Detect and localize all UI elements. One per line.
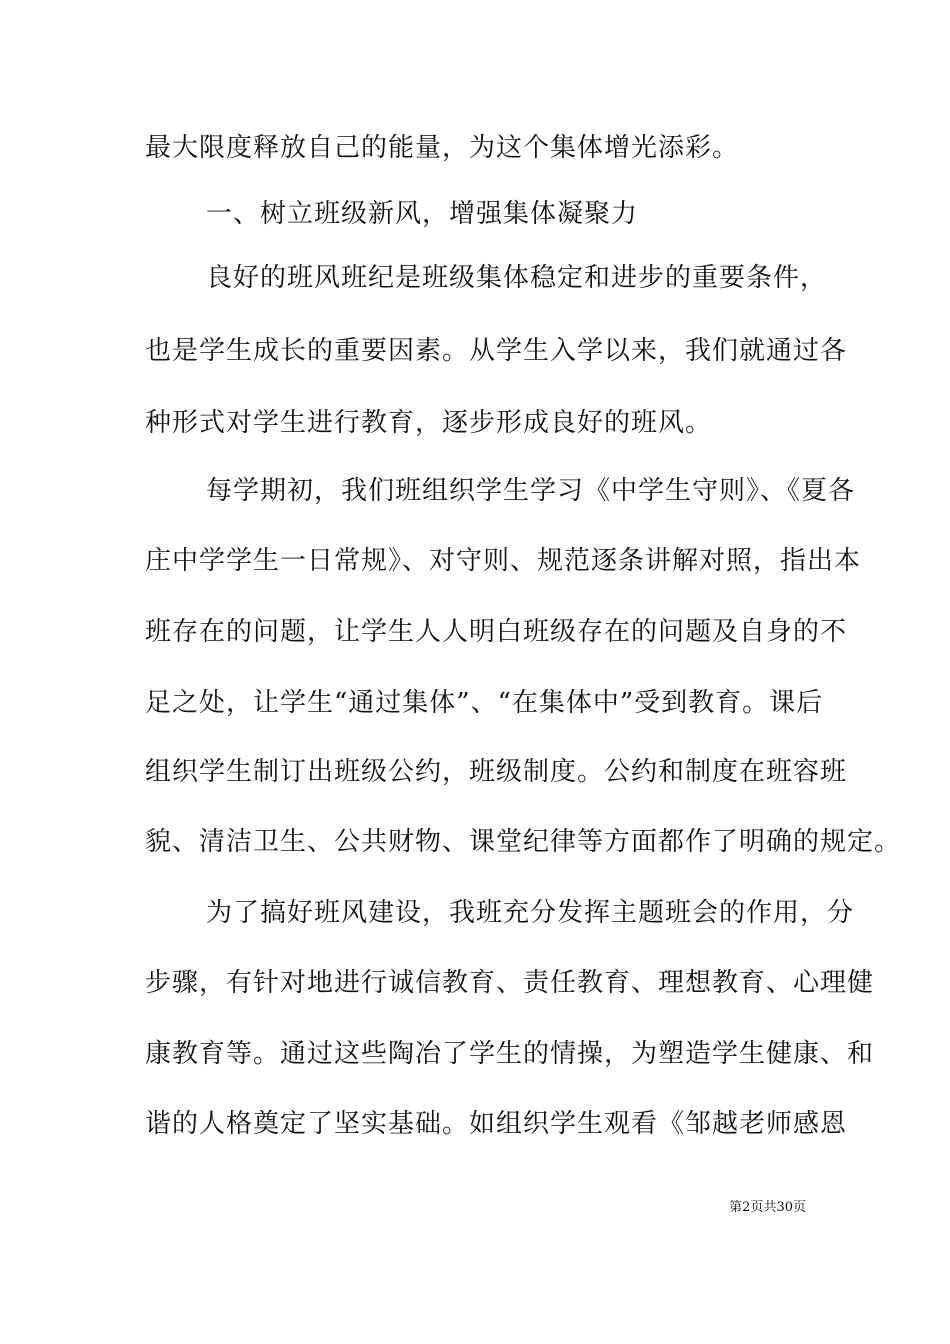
- text-line: 谐的人格奠定了坚实基础。如组织学生观看《邹越老师感恩: [145, 1109, 848, 1139]
- text-line: 良好的班风班纪是班级集体稳定和进步的重要条件，: [206, 263, 828, 293]
- text-line: 也是学生成长的重要因素。从学生入学以来，我们就通过各: [145, 336, 848, 366]
- text-line: 为了搞好班风建设，我班充分发挥主题班会的作用，分: [206, 898, 855, 928]
- text-line: 班存在的问题，让学生人人明白班级存在的问题及自身的不: [145, 617, 848, 647]
- text-line: 庄中学学生一日常规》、对守则、规范逐条讲解对照，指出本: [145, 546, 862, 576]
- section-heading: 一、树立班级新风，增强集体凝聚力: [206, 199, 639, 229]
- text-line: 足之处，让学生“通过集体”、“在集体中”受到教育。课后: [145, 688, 824, 718]
- page-footer: [0, 1200, 950, 1216]
- text-line: 貌、清洁卫生、公共财物、课堂纪律等方面都作了明确的规定。: [145, 827, 902, 857]
- text-line: 康教育等。通过这些陶冶了学生的情操，为塑造学生健康、和: [145, 1039, 875, 1069]
- text-line: 组织学生制订出班级公约，班级制度。公约和制度在班容班: [145, 757, 848, 787]
- page-number: 第2页共30页: [729, 1200, 806, 1215]
- text-line: 每学期初，我们班组织学生学习《中学生守则》、《夏各: [206, 476, 856, 506]
- text-line: 步骤，有针对地进行诚信教育、责任教育、理想教育、心理健: [145, 968, 875, 998]
- text-line: 种形式对学生进行教育，逐步形成良好的班风。: [145, 408, 713, 438]
- text-line: 最大限度释放自己的能量，为这个集体增光添彩。: [145, 133, 740, 163]
